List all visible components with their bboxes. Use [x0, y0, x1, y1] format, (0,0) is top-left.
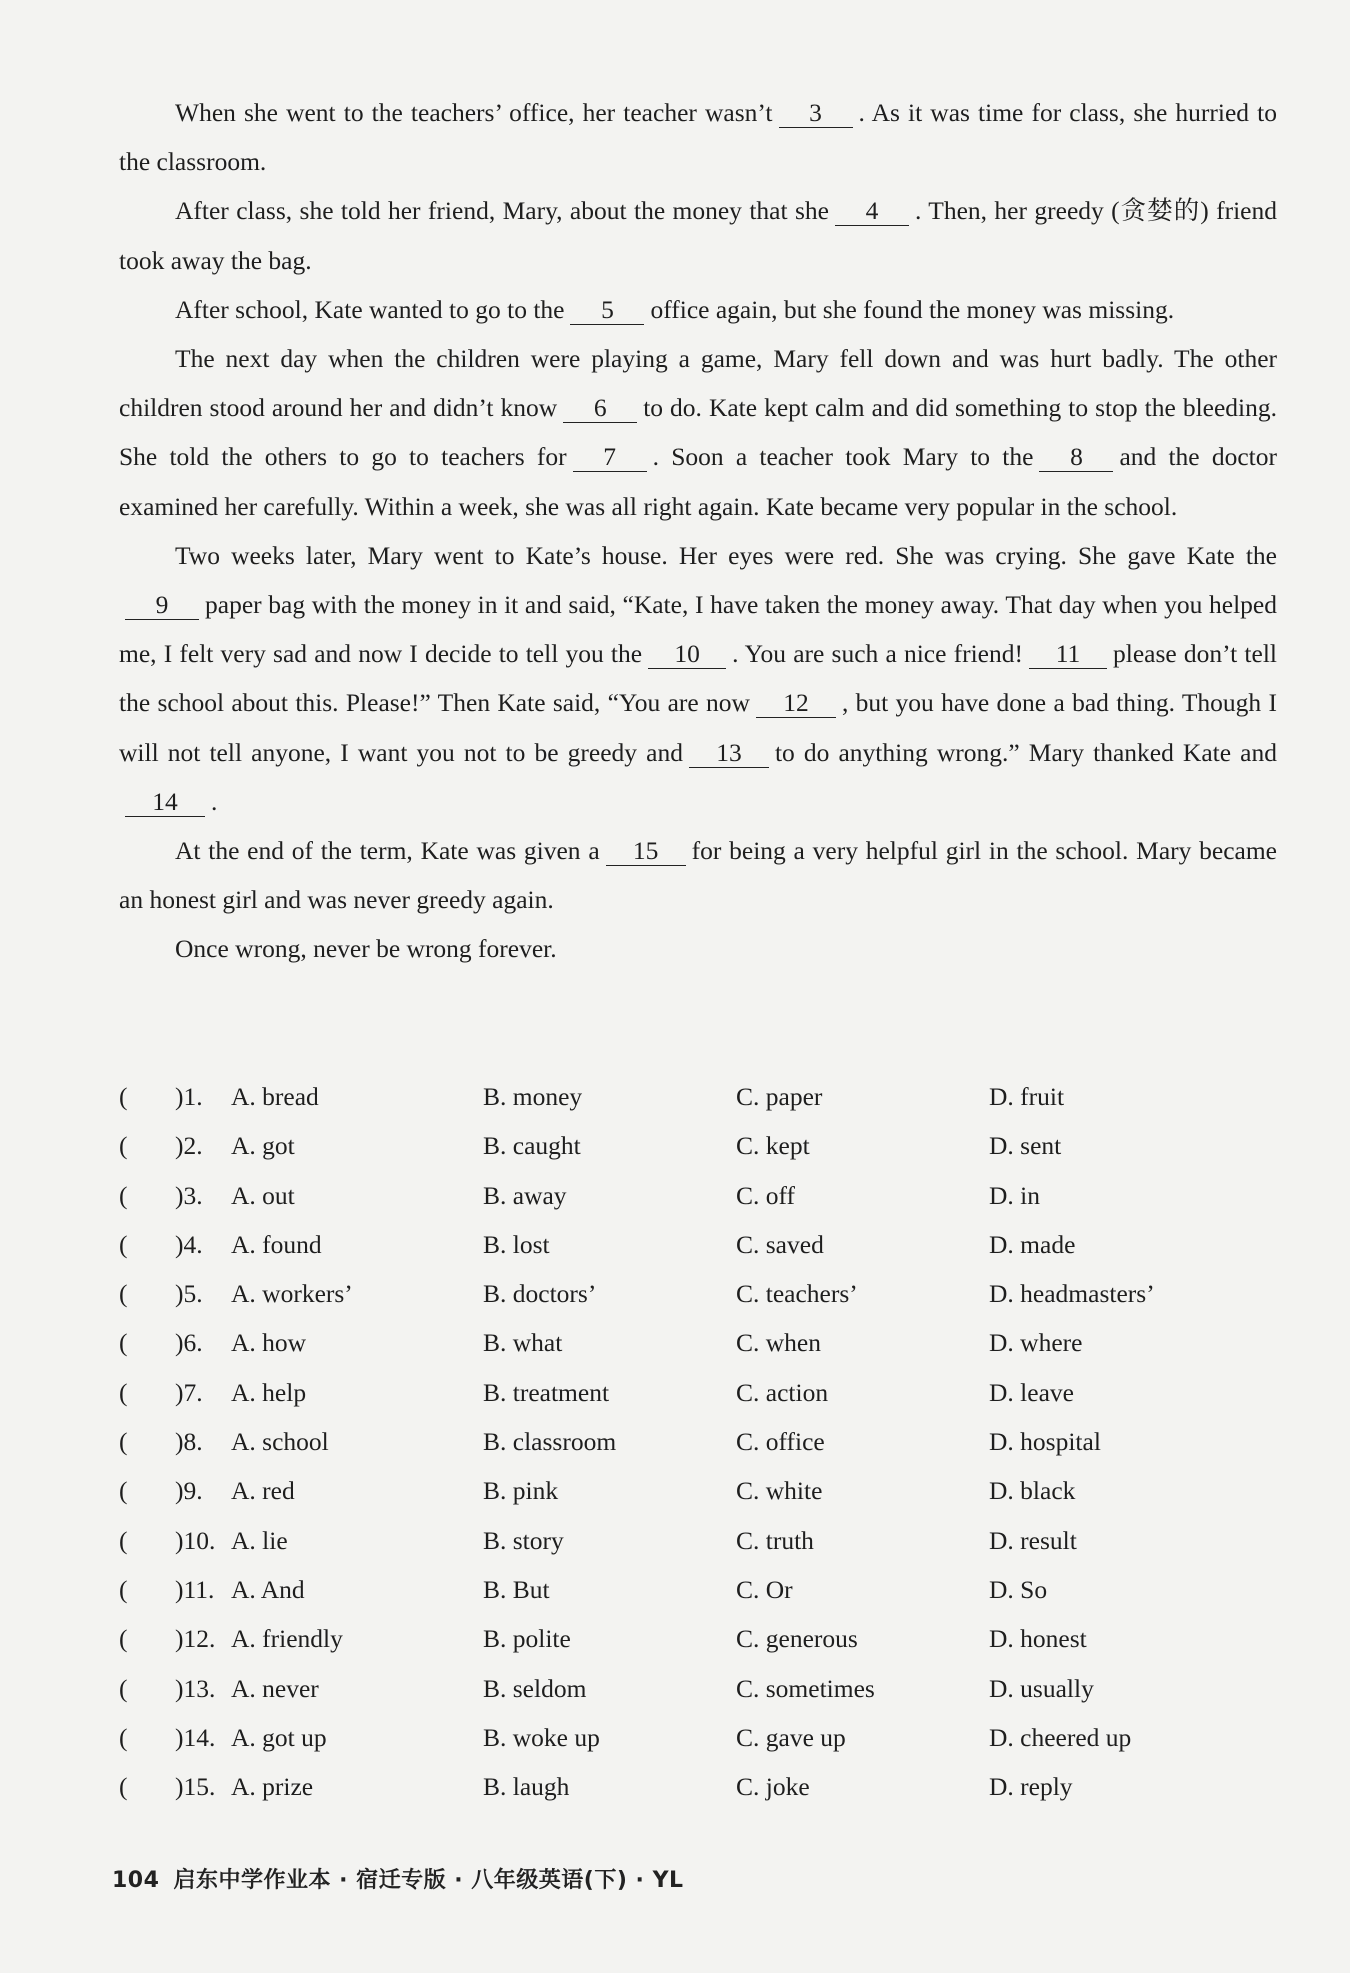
blank-10: 10 [648, 640, 726, 669]
option-d: D. sent [989, 1131, 1062, 1161]
text: paper bag with the money in it and said, “Kate, I have taken the money away. That day when you helped me, I felt very sad and now I decide to tell you the [119, 590, 1277, 669]
question-row [119, 1516, 1277, 1565]
text: to do anything wrong.” Mary thanked Kate and [774, 737, 1277, 767]
question-number: )15. [175, 1772, 216, 1802]
paragraph-4 [119, 334, 1277, 531]
option-d: D. reply [989, 1772, 1073, 1802]
option-a: A. lie [231, 1525, 288, 1555]
question-number: )13. [175, 1673, 216, 1703]
blank-5: 5 [570, 296, 644, 325]
text: please don’t tell the school about this. Please!” Then Kate said, “You are now [119, 639, 1277, 718]
option-d: D. usually [989, 1673, 1094, 1703]
option-c: C. off [736, 1180, 796, 1210]
option-d: D. leave [989, 1377, 1074, 1407]
question-number: )3. [175, 1180, 203, 1210]
question-number: )5. [175, 1279, 203, 1309]
text: When she went to the teachers’ office, her teacher wasn’t [175, 98, 773, 127]
option-b: B. woke up [483, 1722, 600, 1752]
cloze-passage [119, 88, 1277, 974]
blank-14: 14 [125, 788, 205, 817]
moral-text: Once wrong, never be wrong forever. [175, 934, 557, 964]
text: After school, Kate wanted to go to the [175, 294, 565, 324]
option-c: C. teachers’ [736, 1279, 858, 1309]
option-d: D. in [989, 1180, 1040, 1210]
option-b: B. pink [483, 1476, 559, 1506]
question-row [119, 1171, 1277, 1220]
answer-paren: ( [119, 1377, 128, 1407]
option-b: B. story [483, 1525, 564, 1555]
option-a: A. help [231, 1377, 307, 1407]
option-c: C. sometimes [736, 1673, 875, 1703]
question-row [119, 1368, 1277, 1417]
option-a: A. got up [231, 1722, 327, 1752]
option-d: D. where [989, 1328, 1083, 1358]
text: . Then, her greedy (贪婪的) friend took away the bag. [119, 196, 1277, 275]
question-row [119, 1269, 1277, 1318]
question-row [119, 1417, 1277, 1466]
option-c: C. action [736, 1377, 829, 1407]
option-d: D. So [989, 1574, 1048, 1604]
blank-8: 8 [1039, 443, 1113, 472]
option-b: B. away [483, 1180, 567, 1210]
option-d: D. headmasters’ [989, 1279, 1155, 1309]
option-a: A. how [231, 1328, 307, 1358]
paragraph-3 [119, 285, 1277, 334]
question-number: )9. [175, 1476, 203, 1506]
paragraph-5 [119, 531, 1277, 826]
option-a: A. school [231, 1427, 329, 1457]
option-b: B. money [483, 1082, 583, 1111]
option-c: C. truth [736, 1525, 814, 1555]
question-row [119, 1614, 1277, 1663]
option-c: C. kept [736, 1131, 810, 1161]
option-b: B. But [483, 1574, 550, 1604]
option-a: A. bread [231, 1082, 319, 1111]
question-number: )8. [175, 1427, 203, 1457]
option-c: C. Or [736, 1574, 793, 1604]
option-c: C. white [736, 1476, 823, 1506]
paragraph-6 [119, 826, 1277, 924]
option-d: D. result [989, 1525, 1077, 1555]
option-b: B. what [483, 1328, 563, 1358]
text: Two weeks later, Mary went to Kate’s house. Her eyes were red. She was crying. She gave Kate the [175, 540, 1277, 570]
option-c: C. generous [736, 1624, 858, 1654]
answer-paren: ( [119, 1279, 128, 1309]
answer-paren: ( [119, 1082, 128, 1111]
question-row [119, 1565, 1277, 1614]
question-number: )6. [175, 1328, 203, 1358]
option-d: D. black [989, 1476, 1076, 1506]
question-row [119, 1762, 1277, 1811]
answer-paren: ( [119, 1427, 128, 1457]
text: The next day when the children were playing a game, Mary fell down and was hurt badly. The other children stood around her and didn’t know [119, 344, 1277, 423]
text: , but you have done a bad thing. Though I will not tell anyone, I want you not to be greedy and [119, 688, 1277, 767]
question-number: )7. [175, 1377, 203, 1407]
blank-13: 13 [689, 739, 769, 768]
option-a: A. And [231, 1574, 305, 1604]
option-a: A. got [231, 1131, 295, 1161]
option-b: B. classroom [483, 1427, 617, 1457]
answer-paren: ( [119, 1772, 128, 1802]
blank-12: 12 [756, 689, 836, 718]
answer-options [119, 1072, 1277, 1811]
text: and the doctor examined her carefully. Within a week, she was all right again. Kate became very popular in the school. [119, 442, 1277, 521]
option-b: B. laugh [483, 1772, 570, 1802]
option-b: B. polite [483, 1624, 571, 1654]
option-a: A. friendly [231, 1624, 343, 1654]
question-number: )11. [175, 1574, 215, 1604]
answer-paren: ( [119, 1624, 128, 1654]
option-c: C. saved [736, 1229, 824, 1259]
question-number: )1. [175, 1082, 203, 1111]
question-row [119, 1664, 1277, 1713]
option-a: A. out [231, 1180, 295, 1210]
question-row [119, 1318, 1277, 1367]
question-number: )2. [175, 1131, 203, 1161]
text: office again, but she found the money was missing. [650, 294, 1175, 324]
book-title: 启东中学作业本 · 宿迁专版 · 八年级英语(下) · YL [173, 1868, 684, 1893]
option-d: D. hospital [989, 1427, 1101, 1457]
option-c: C. gave up [736, 1722, 846, 1752]
question-number: )10. [175, 1525, 216, 1555]
question-row [119, 1466, 1277, 1515]
option-d: D. made [989, 1229, 1076, 1259]
option-c: C. joke [736, 1772, 810, 1802]
option-b: B. doctors’ [483, 1279, 597, 1309]
blank-11: 11 [1029, 640, 1107, 669]
option-a: A. prize [231, 1772, 314, 1802]
question-number: )4. [175, 1229, 203, 1259]
paragraph-1 [119, 88, 1277, 186]
blank-4: 4 [835, 197, 909, 226]
text: . Soon a teacher took Mary to the [652, 442, 1034, 472]
option-a: A. found [231, 1229, 322, 1259]
question-row [119, 1072, 1277, 1121]
text: to do. Kate kept calm and did something to stop the bleeding. She told the others to go to teachers for [119, 393, 1277, 472]
paragraph-7 [119, 924, 1277, 973]
question-row [119, 1220, 1277, 1269]
option-c: C. paper [736, 1082, 823, 1111]
option-d: D. honest [989, 1624, 1087, 1654]
text: . You are such a nice friend! [732, 639, 1023, 669]
text: At the end of the term, Kate was given a [175, 836, 600, 866]
option-a: A. red [231, 1476, 295, 1506]
question-number: )14. [175, 1722, 216, 1752]
text: . [211, 786, 218, 816]
answer-paren: ( [119, 1673, 128, 1703]
option-b: B. seldom [483, 1673, 587, 1703]
option-c: C. office [736, 1427, 825, 1457]
answer-paren: ( [119, 1229, 128, 1259]
answer-paren: ( [119, 1131, 128, 1161]
blank-3: 3 [779, 99, 853, 128]
question-row [119, 1713, 1277, 1762]
answer-paren: ( [119, 1180, 128, 1210]
blank-15: 15 [606, 837, 686, 866]
blank-6: 6 [563, 394, 637, 423]
option-b: B. treatment [483, 1377, 610, 1407]
page-number: 104 [112, 1868, 160, 1893]
option-c: C. when [736, 1328, 821, 1358]
answer-paren: ( [119, 1476, 128, 1506]
question-number: )12. [175, 1624, 216, 1654]
text: After class, she told her friend, Mary, about the money that she [175, 196, 829, 226]
answer-paren: ( [119, 1525, 128, 1555]
blank-7: 7 [573, 443, 647, 472]
option-b: B. caught [483, 1131, 581, 1161]
answer-paren: ( [119, 1328, 128, 1358]
paragraph-2 [119, 186, 1277, 284]
option-d: D. fruit [989, 1082, 1065, 1111]
answer-paren: ( [119, 1574, 128, 1604]
option-b: B. lost [483, 1229, 550, 1259]
question-row [119, 1121, 1277, 1170]
answer-paren: ( [119, 1722, 128, 1752]
text: for being a very helpful girl in the school. Mary became an honest girl and was never greedy again. [119, 836, 1277, 915]
option-a: A. never [231, 1673, 319, 1703]
blank-9: 9 [125, 591, 199, 620]
option-a: A. workers’ [231, 1279, 353, 1309]
text: . As it was time for class, she hurried to the classroom. [119, 98, 1277, 177]
page-footer [112, 1863, 684, 1894]
option-d: D. cheered up [989, 1722, 1132, 1752]
